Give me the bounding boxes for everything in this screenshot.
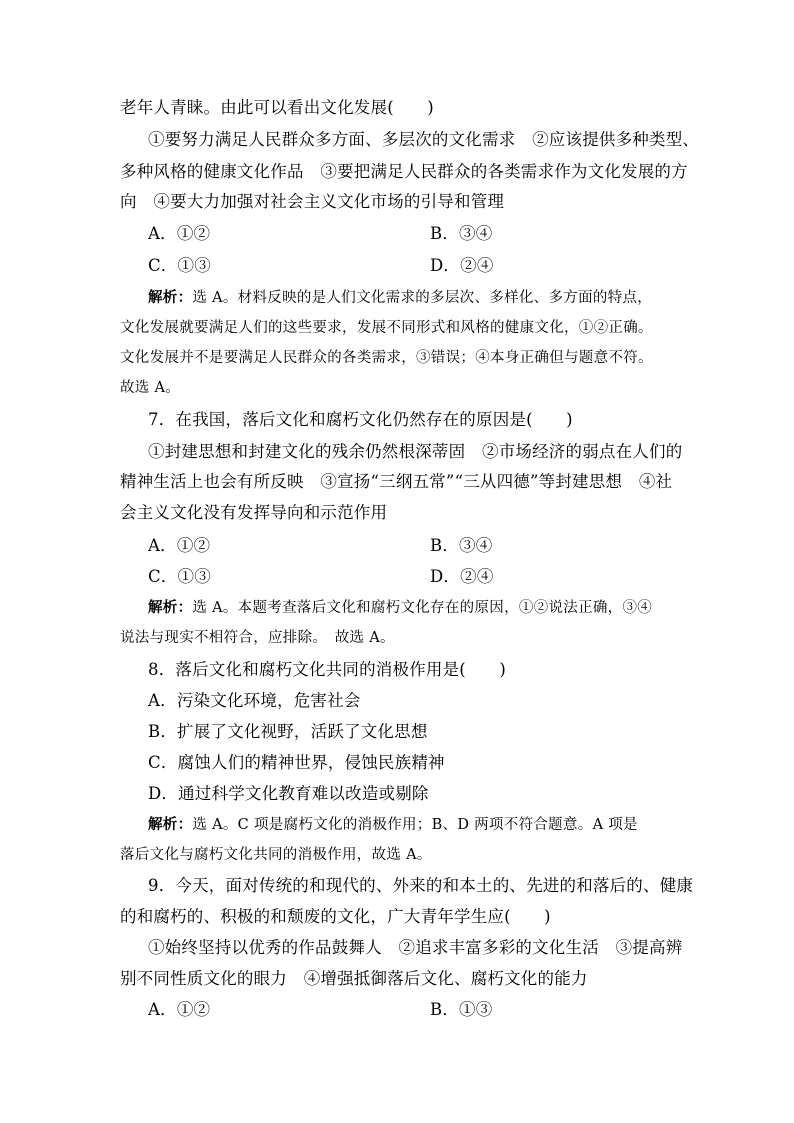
q9-stem-line: 的和腐朽的、积极的和颓废的文化，广大青年学生应( ): [120, 907, 551, 926]
q8-stem: 8．落后文化和腐朽文化共同的消极作用是( ): [148, 660, 506, 679]
q9-option-b: B．①③: [430, 1000, 493, 1019]
analysis-text: 选 A。材料反映的是人们文化需求的多层次、多样化、多方面的特点，: [192, 290, 653, 306]
q7-option-d: D．②④: [430, 567, 494, 586]
q6-items-line: 向 ④要大力加强对社会主义文化市场的引导和管理: [120, 192, 505, 211]
q7-stem: 7．在我国，落后文化和腐朽文化仍然存在的原因是( ): [148, 410, 573, 429]
analysis-label: 解析：: [148, 289, 193, 306]
analysis-text: 选 A。本题考查落后文化和腐朽文化存在的原因，①②说法正确，③④: [192, 600, 653, 616]
q6-analysis-line: [148, 288, 652, 308]
q7-analysis-line: [148, 598, 652, 618]
analysis-label: 解析：: [148, 599, 193, 616]
q6-option-a: A．①②: [148, 224, 211, 243]
q8-option-a: A．污染文化环境，危害社会: [148, 691, 361, 710]
q7-option-a: A．①②: [148, 536, 211, 555]
q9-stem-line: 9．今天，面对传统的和现代的、外来的和本土的、先进的和落后的、健康: [148, 876, 694, 895]
q6-analysis-line: 文化发展并不是要满足人民群众的各类需求，③错误；④本身正确但与题意不符。: [120, 350, 653, 366]
q8-option-c: C．腐蚀人们的精神世界，侵蚀民族精神: [148, 753, 445, 772]
q6-analysis-line: 文化发展就要满足人们的这些要求，发展不同形式和风格的健康文化，①②正确。: [120, 320, 653, 336]
q6-items-line: ①要努力满足人民群众多方面、多层次的文化需求 ②应该提供多种类型、: [148, 130, 700, 149]
q7-items-line: ①封建思想和封建文化的残余仍然根深蒂固 ②市场经济的弱点在人们的: [148, 442, 683, 461]
q9-items-line: 别不同性质文化的眼力 ④增强抵御落后文化、腐朽文化的能力: [120, 969, 588, 988]
q8-option-d: D．通过科学文化教育难以改造或剔除: [148, 784, 429, 803]
q7-analysis-line: 说法与现实不相符合，应排除。 故选 A。: [120, 630, 395, 646]
q7-option-b: B．③④: [430, 536, 493, 555]
analysis-label: 解析：: [148, 816, 193, 833]
q7-option-c: C．①③: [148, 567, 211, 586]
q9-items-line: ①始终坚持以优秀的作品鼓舞人 ②追求丰富多彩的文化生活 ③提高辨: [148, 938, 683, 957]
q6-option-b: B．③④: [430, 224, 493, 243]
q8-analysis-line: [148, 815, 638, 835]
q8-option-b: B．扩展了文化视野，活跃了文化思想: [148, 722, 428, 741]
q7-items-line: 精神生活上也会有所反映 ③宣扬“三纲五常”“三从四德”等封建思想 ④社: [120, 472, 673, 491]
q6-items-line: 多种风格的健康文化作品 ③要把满足人民群众的各类需求作为文化发展的方: [120, 162, 688, 181]
q8-analysis-line: 落后文化与腐朽文化共同的消极作用，故选 A。: [120, 847, 432, 863]
q9-option-a: A．①②: [148, 1000, 211, 1019]
analysis-text: 选 A。C 项是腐朽文化的消极作用；B、D 两项不符合题意。A 项是: [192, 817, 638, 833]
q6-option-c: C．①③: [148, 256, 211, 275]
q7-items-line: 会主义文化没有发挥导向和示范作用: [120, 503, 388, 522]
q6-option-d: D．②④: [430, 256, 494, 275]
q6-analysis-line: 故选 A。: [120, 380, 181, 396]
q6-stem: 老年人青睐。由此可以看出文化发展( ): [120, 98, 434, 117]
